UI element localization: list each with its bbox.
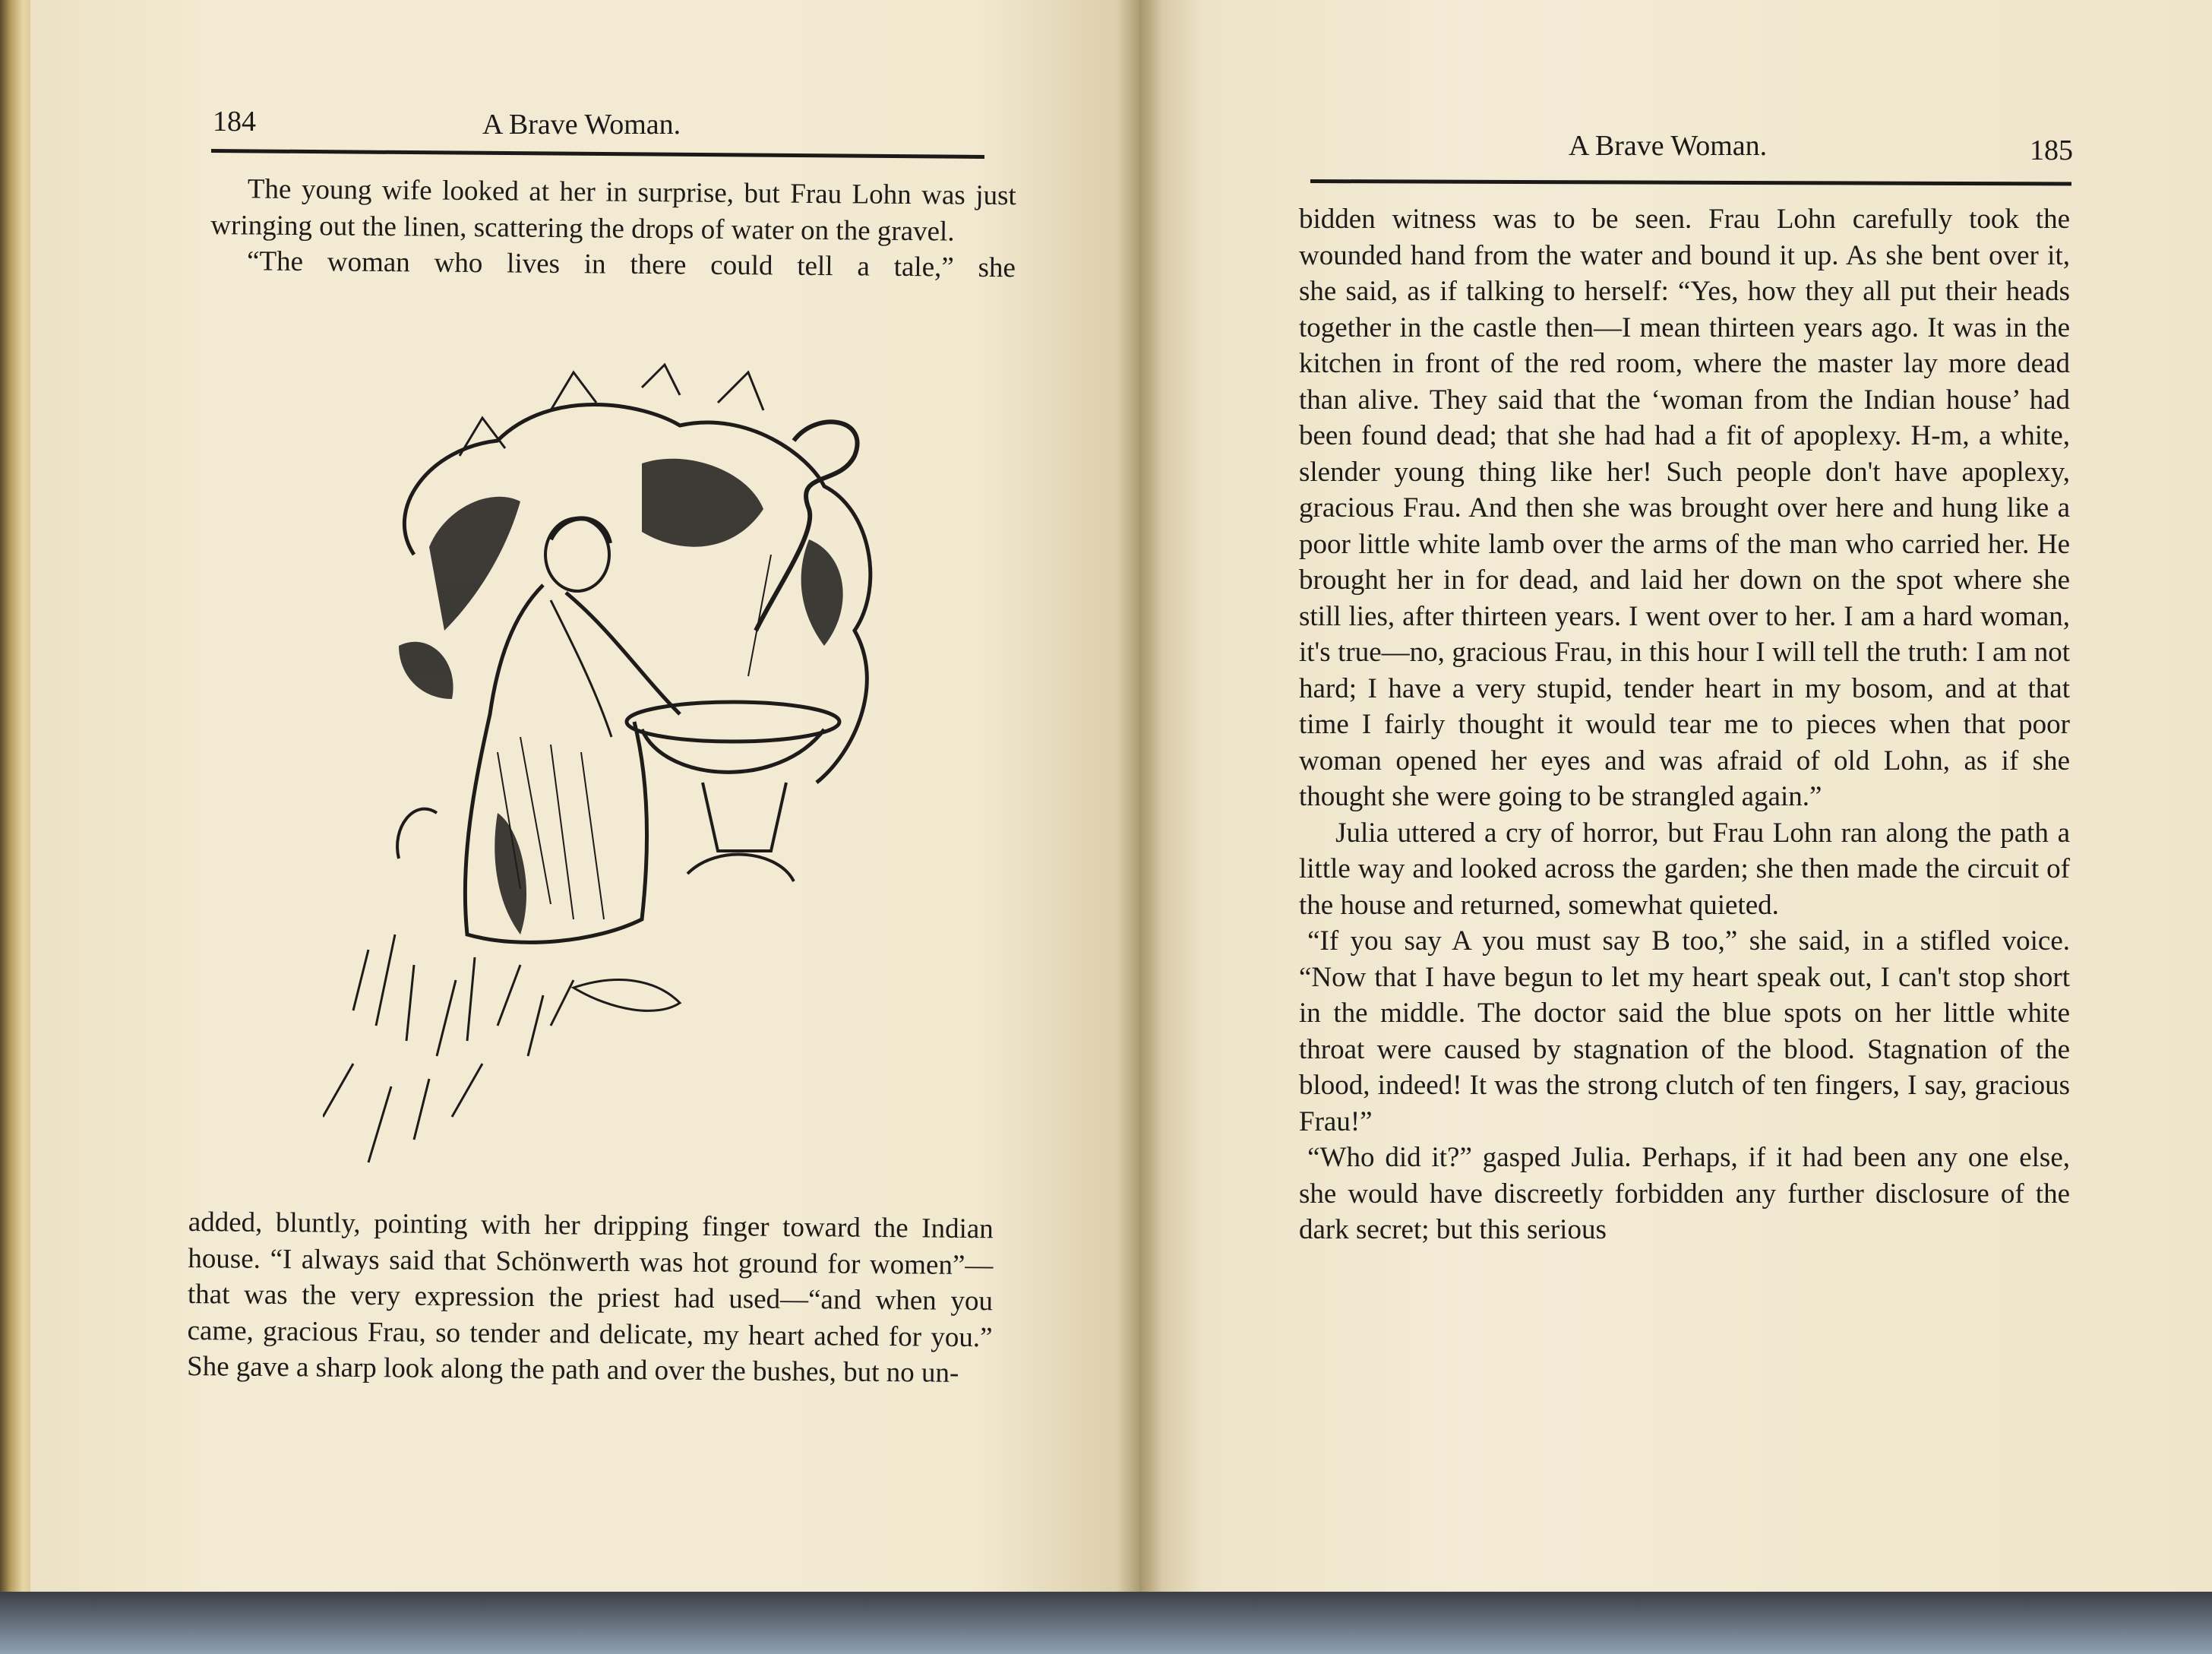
right-running-title: A Brave Woman.: [1569, 130, 1768, 162]
right-paragraph-1: bidden witness was to be seen. Frau Lohn carefully took the wounded hand from the water and bound it up. As she bent over it, she said, as if talking to herself: “Yes, how they all put their heads together in the castle then—I mean thirteen years ago. It was in the kitchen in front of the red room, where the master lay more dead than alive. They said that the ‘woman from the Indian house’ had been found dead; that she had had a fit of apoplexy. H-m, a white, slender young thing like her! Such people don't have apoplexy, gracious Frau. And then she was brought over here and hung like a poor little white lamb over the arms of the man who carried her. He brought her in for dead, and laid her down on the spot where she still lies, after thirteen years. I went over to her. I am a hard woman, it's true—no, gracious Frau, in this hour I will tell the truth: I am not hard; I have a very stupid, tender heart in my bosom, and at that time I fairly thought it would tear me to pieces when that poor woman opened her eyes and was afraid of old Lohn, as if she thought she were going to be strangled again.”: [1299, 204, 2070, 812]
left-header-rule: [211, 149, 984, 159]
right-paragraph-4: “Who did it?” gasped Julia. Perhaps, if it had been any one else, she would have discreetly forbidden any further disclosure of the dark secret; but this serious: [1299, 1142, 2070, 1245]
woman-at-fountain-illustration: [323, 357, 915, 1185]
right-page: [1139, 0, 2212, 1603]
left-top-text: [210, 171, 1016, 286]
left-page: [30, 0, 1139, 1603]
left-paragraph-1: The young wife looked at her in surprise, but Frau Lohn was just wringing out the linen, scattering the drops of water on the gravel.: [210, 173, 1016, 248]
left-running-title: A Brave Woman.: [482, 109, 681, 141]
right-text: [1299, 201, 2070, 1248]
left-paragraph-2: “The woman who lives in there could tell a tale,” she: [246, 245, 1016, 284]
left-bottom-text: [187, 1204, 994, 1392]
book-gutter: [1117, 0, 1162, 1603]
left-paragraph-3: added, bluntly, pointing with her dripping finger toward the Indian house. “I always said that Schönwerth was hot ground for women”—that was the very expression the priest had used—“and when you came, gracious Frau, so tender and delicate, my heart ached for you.” She gave a sharp look along the path and over the bushes, but no un-: [186, 1206, 994, 1389]
right-paragraph-2: Julia uttered a cry of horror, but Frau Lohn ran along the path a little way and looked across the garden; she then made the circuit of the house and returned, somewhat quieted.: [1299, 817, 2070, 921]
right-header-rule: [1310, 179, 2071, 185]
left-page-number: 184: [213, 106, 256, 138]
right-paragraph-3: “If you say A you must say B too,” she said, in a stifled voice. “Now that I have begun to let my heart speak out, I can't stop short in the middle. The doctor said the blue spots on her little white throat were caused by stagnation of the blood. Stagnation of the blood, indeed! It was the strong clutch of ten fingers, I say, gracious Frau!”: [1299, 925, 2070, 1137]
book-bottom-edge: [0, 1592, 2212, 1654]
right-page-number: 185: [2030, 134, 2073, 166]
